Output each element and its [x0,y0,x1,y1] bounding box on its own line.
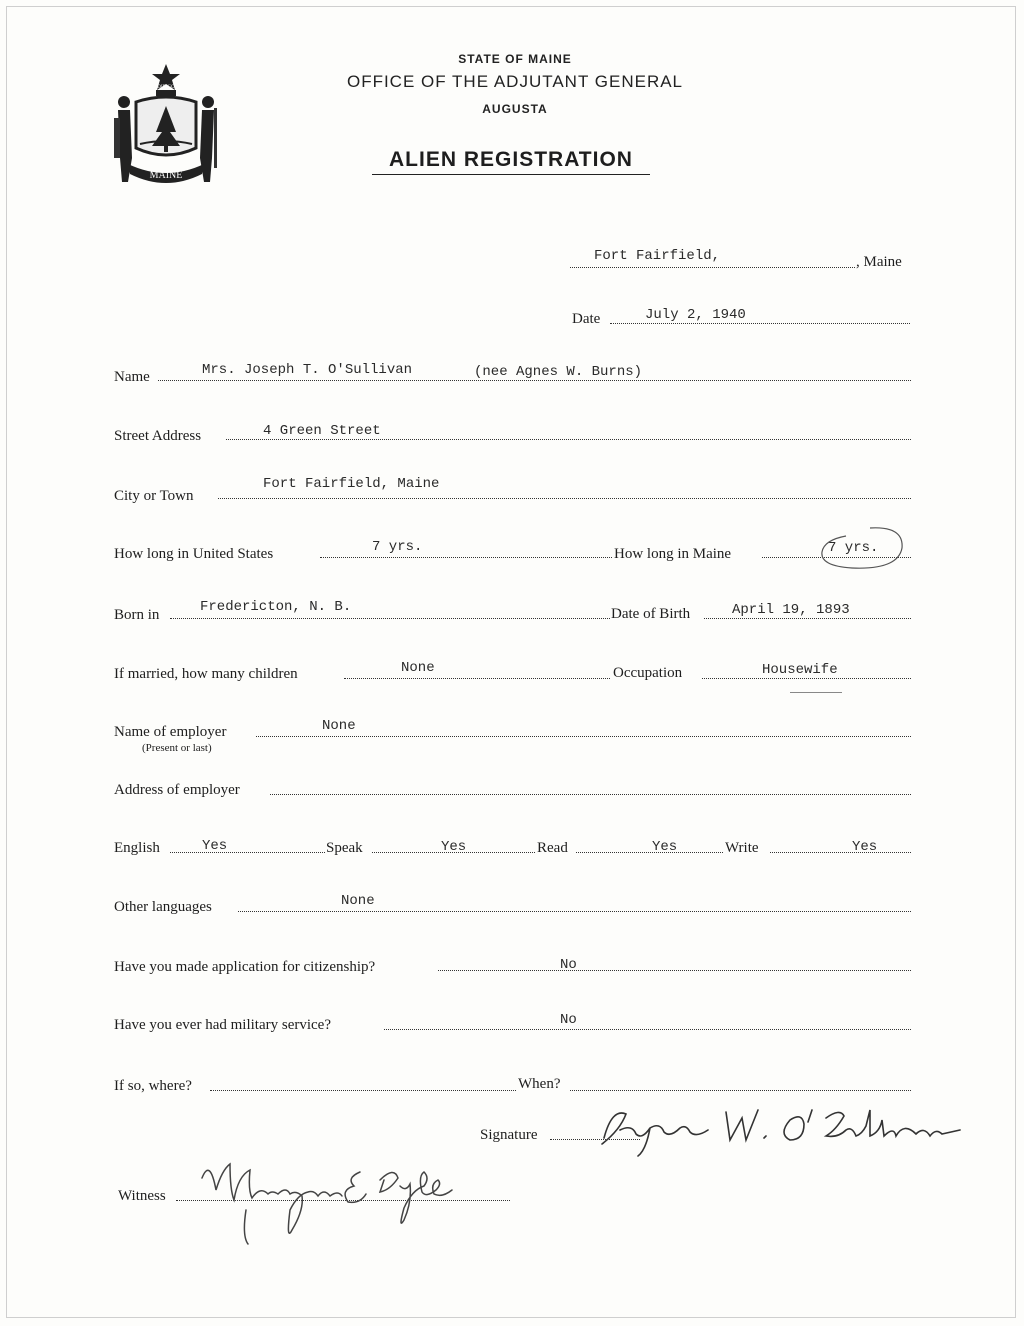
dob-value[interactable]: April 19, 1893 [732,602,850,618]
citizenship-label: Have you made application for citizenship? [114,959,376,975]
read-label: Read [537,840,568,856]
state-heading: STATE OF MAINE [458,52,572,66]
read-line [576,852,723,853]
english-value[interactable]: Yes [202,838,228,854]
citizenship-value[interactable]: No [560,957,577,973]
other-languages-line [238,911,911,912]
children-line [344,678,610,679]
seal-motto-text: DIRIGO [157,85,175,90]
citizenship-line [438,970,911,971]
how-long-us-line [320,557,612,558]
occupation-label: Occupation [613,665,683,681]
employer-value[interactable]: None [322,718,356,734]
born-in-value[interactable]: Fredericton, N. B. [200,599,352,615]
if-so-where-line [210,1090,516,1091]
name-line [158,380,911,381]
military-line [384,1029,911,1030]
street-value[interactable]: 4 Green Street [263,423,381,439]
when-label: When? [518,1076,561,1092]
employer-line [256,736,911,737]
military-label: Have you ever had military service? [114,1017,331,1033]
how-long-maine-value[interactable]: 7 yrs. [828,540,879,556]
signature-label: Signature [480,1127,538,1143]
how-long-us-label: How long in United States [114,546,274,562]
children-value[interactable]: None [401,660,435,676]
city-town-value[interactable]: Fort Fairfield, Maine [263,476,440,492]
how-long-maine-label: How long in Maine [614,546,732,562]
occupation-line [702,678,911,679]
other-languages-value[interactable]: None [341,893,375,909]
date-value[interactable]: July 2, 1940 [645,307,746,323]
applicant-signature [590,1100,970,1160]
city-town-line [218,498,911,499]
dob-line [704,618,911,619]
employer-sublabel: (Present or last) [142,742,212,754]
name-value[interactable]: Mrs. Joseph T. O'Sullivan [202,362,413,378]
form-title: ALIEN REGISTRATION [372,148,650,175]
speak-label: Speak [326,840,363,856]
if-so-where-label: If so, where? [114,1078,192,1094]
write-line [770,852,911,853]
street-line [226,439,911,440]
city-heading: AUGUSTA [482,102,548,116]
place-suffix-label: , Maine [856,254,902,270]
how-long-us-value[interactable]: 7 yrs. [372,539,423,555]
witness-signature [190,1150,460,1250]
employer-address-line [270,794,911,795]
circled-mark [812,522,912,574]
date-line [610,323,910,324]
write-label: Write [725,840,759,856]
name-label: Name [114,369,150,385]
place-value[interactable]: Fort Fairfield, [594,248,721,264]
occupation-underline-mark [790,692,842,693]
read-value[interactable]: Yes [652,839,678,855]
street-label: Street Address [114,428,202,444]
employer-address-label: Address of employer [114,782,240,798]
when-line [570,1090,911,1091]
name-nee-value[interactable]: (nee Agnes W. Burns) [474,364,643,380]
occupation-value[interactable]: Housewife [762,662,838,678]
employer-label: Name of employer [114,724,227,740]
born-in-line [170,618,610,619]
place-line [570,267,855,268]
military-value[interactable]: No [560,1012,577,1028]
maine-state-seal-icon [110,62,222,190]
city-town-label: City or Town [114,488,194,504]
write-value[interactable]: Yes [852,839,878,855]
born-in-label: Born in [114,607,160,623]
dob-label: Date of Birth [611,606,691,622]
seal-banner-text: MAINE [149,170,183,181]
office-heading: OFFICE OF THE ADJUTANT GENERAL [346,72,684,91]
english-label: English [114,840,160,856]
date-label: Date [572,311,601,327]
english-line [170,852,325,853]
other-languages-label: Other languages [114,899,212,915]
children-label: If married, how many children [114,666,298,682]
speak-value[interactable]: Yes [441,839,467,855]
witness-label: Witness [118,1188,166,1204]
